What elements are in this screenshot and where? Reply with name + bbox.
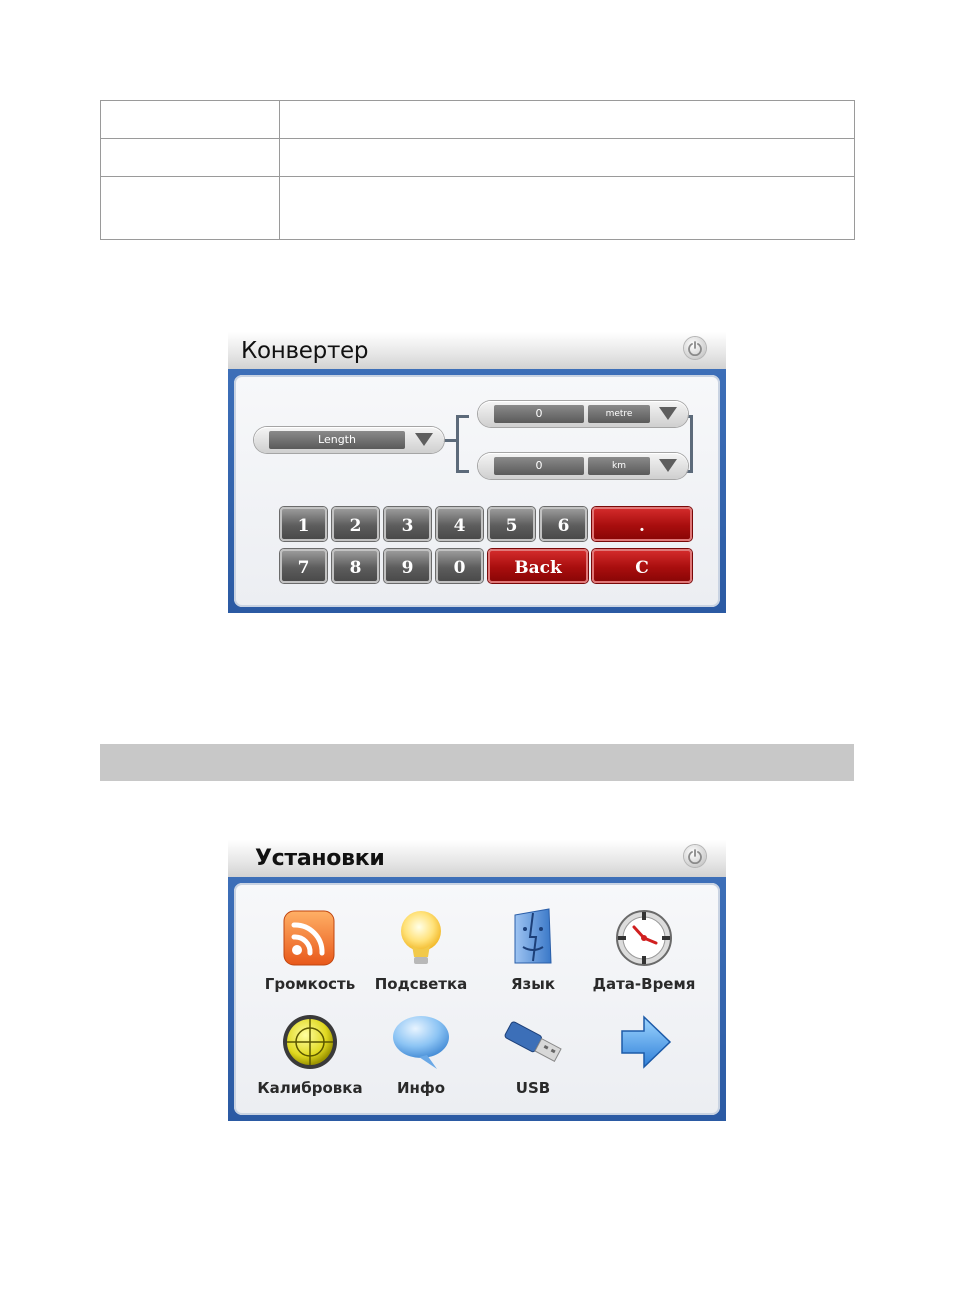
back-button[interactable]: Back bbox=[488, 549, 588, 583]
calibration-icon bbox=[280, 1011, 340, 1073]
converter-panel bbox=[234, 375, 720, 607]
settings-titlebar bbox=[228, 840, 726, 877]
lightbulb-icon bbox=[391, 907, 451, 969]
source-unit-field[interactable]: metre bbox=[588, 405, 650, 423]
settings-screen bbox=[228, 840, 726, 1121]
settings-power-button[interactable] bbox=[684, 845, 706, 867]
clear-button[interactable]: C bbox=[592, 549, 692, 583]
category-value: Length bbox=[269, 431, 405, 449]
key-6[interactable]: 6 bbox=[540, 507, 587, 541]
target-unit-field[interactable]: km bbox=[588, 457, 650, 475]
settings-item-label: Инфо bbox=[396, 1079, 446, 1097]
settings-frame bbox=[228, 877, 726, 1121]
section-heading-band bbox=[100, 744, 854, 781]
key-0[interactable]: 0 bbox=[436, 549, 483, 583]
clock-icon bbox=[614, 907, 674, 969]
key-8[interactable]: 8 bbox=[332, 549, 379, 583]
converter-titlebar bbox=[228, 332, 726, 369]
key-decimal-point[interactable]: . bbox=[592, 507, 692, 541]
settings-item-usb[interactable] bbox=[474, 1011, 592, 1111]
volume-icon bbox=[280, 907, 340, 969]
table-cell bbox=[101, 177, 280, 240]
settings-item-label: Громкость bbox=[264, 975, 356, 993]
key-7[interactable]: 7 bbox=[280, 549, 327, 583]
table-cell bbox=[101, 101, 280, 139]
settings-item-label: Подсветка bbox=[374, 975, 468, 993]
category-selector[interactable] bbox=[254, 427, 444, 453]
settings-item-backlight[interactable] bbox=[362, 907, 480, 1007]
source-unit-row[interactable] bbox=[478, 401, 688, 427]
info-bubble-icon bbox=[391, 1011, 451, 1073]
key-1[interactable]: 1 bbox=[280, 507, 327, 541]
settings-item-volume[interactable] bbox=[251, 907, 369, 1007]
target-value-field[interactable]: 0 bbox=[494, 457, 584, 475]
power-icon bbox=[687, 848, 703, 864]
settings-item-label: Язык bbox=[510, 975, 555, 993]
category-dropdown-icon[interactable] bbox=[415, 433, 433, 446]
settings-item-label: USB bbox=[515, 1079, 551, 1097]
settings-item-calibration[interactable] bbox=[251, 1011, 369, 1111]
settings-item-info[interactable] bbox=[362, 1011, 480, 1111]
key-3[interactable]: 3 bbox=[384, 507, 431, 541]
table-cell bbox=[280, 139, 855, 177]
source-value-field[interactable]: 0 bbox=[494, 405, 584, 423]
language-icon bbox=[503, 907, 563, 969]
target-unit-row[interactable] bbox=[478, 453, 688, 479]
power-icon bbox=[687, 340, 703, 356]
table-cell bbox=[280, 101, 855, 139]
source-unit-dropdown-icon[interactable] bbox=[659, 407, 677, 420]
key-2[interactable]: 2 bbox=[332, 507, 379, 541]
settings-item-label: Дата-Время bbox=[592, 975, 696, 993]
next-page-arrow-icon bbox=[614, 1011, 674, 1073]
connector-left bbox=[456, 415, 469, 473]
converter-screen bbox=[228, 332, 726, 613]
converter-title: Конвертер bbox=[241, 338, 369, 364]
key-9[interactable]: 9 bbox=[384, 549, 431, 583]
document-table bbox=[100, 100, 855, 240]
key-5[interactable]: 5 bbox=[488, 507, 535, 541]
settings-item-language[interactable] bbox=[474, 907, 592, 1007]
key-4[interactable]: 4 bbox=[436, 507, 483, 541]
usb-icon bbox=[503, 1011, 563, 1073]
target-unit-dropdown-icon[interactable] bbox=[659, 459, 677, 472]
table-cell bbox=[280, 177, 855, 240]
settings-title: Установки bbox=[255, 846, 385, 871]
settings-item-label: Калибровка bbox=[257, 1079, 363, 1097]
settings-next-page-button[interactable] bbox=[585, 1011, 703, 1111]
table-cell bbox=[101, 139, 280, 177]
converter-frame bbox=[228, 369, 726, 613]
converter-power-button[interactable] bbox=[684, 337, 706, 359]
settings-panel bbox=[234, 883, 720, 1115]
settings-item-date-time[interactable] bbox=[585, 907, 703, 1007]
